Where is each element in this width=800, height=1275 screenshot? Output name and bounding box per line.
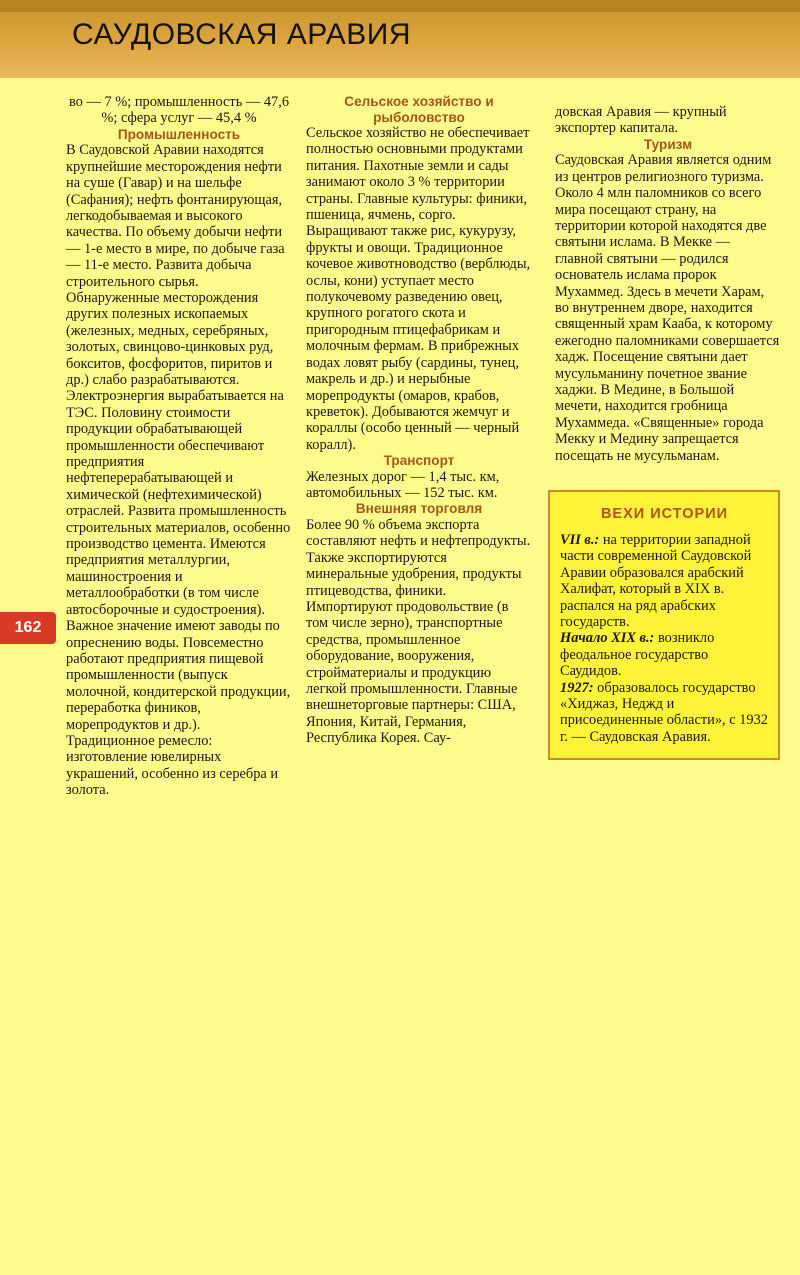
industry-heading: Промышленность — [117, 126, 241, 142]
history-box — [548, 490, 780, 760]
column-3 — [555, 104, 781, 464]
column-2 — [306, 94, 532, 747]
trade-text: Более 90 % объема экспорта составляют нефть и нефтепродукты. Также экспортируются минеральные удобрения, продукты птицеводства, финики. Импортируют продовольствие (в том числе зерно), транспортные средства, промышленное оборудование, вооружения, стройматериалы и продукцию легкой промышленности. Главные внешнеторговые партнеры: США, Япония, Китай, Германия, Республика Корея. Сау- — [306, 516, 531, 747]
page-title: САУДОВСКАЯ АРАВИЯ — [72, 18, 411, 51]
history-item-text: возникло феодальное государство Саудидов. — [560, 630, 715, 680]
industry-text: В Саудовской Аравии находятся крупнейшие месторождения нефти на суше (Гавар) и на шельфе (Сафания); нефть фонтанирующая, легкодобываемая и высокого качества. По объему добычи нефти — 1-е место в мире, по добыче газа — 11-е место. Развита добыча строительного сырья. Обнаруженные месторождения других полезных ископаемых (железных, медных, серебряных, золотых, свинцово-цинковых руд, бокситов, фосфоритов, пиритов и др.) слабо разрабатываются. Электроэнергия вырабатывается на ТЭС. Половину стоимости продукции обрабатывающей промышленности обеспечивают предприятия нефтеперерабатывающей и химической (нефтехимической) отраслей. Развита промышленность строительных материалов, особенно производство цемента. Имеются предприятия металлургии, машиностроения и металлообработки (в том числе автосборочные и судостроения). Важное значение имеют заводы по опреснению воды. Повсеместно работают предприятия пищевой промышленности (выпуск молочной, кондитерской продукции, переработка фиников, морепродуктов и др.). Традиционное ремесло: изготовление ювелирных украшений, особенно из серебра и золота. — [66, 142, 291, 799]
history-item — [560, 532, 769, 630]
trade-heading: Внешняя торговля — [355, 501, 483, 517]
history-item-label: 1927: — [560, 679, 594, 696]
header-top-bar — [0, 0, 800, 12]
history-item-text: на территории западной части современной Саудовской Аравии образовался арабский Халифат, который в XIX в. распался на ряд арабских государств. — [560, 532, 752, 631]
economy-structure-text: во — 7 %; промышленность — 47,6 %; сфера услуг — 45,4 % — [68, 94, 290, 127]
history-title: ВЕХИ ИСТОРИИ — [600, 506, 729, 522]
page-header — [0, 0, 800, 78]
history-item-label: Начало XIX в.: — [560, 630, 655, 647]
agriculture-heading: Сельское хозяйство и рыболовство — [344, 94, 494, 125]
history-item — [560, 630, 769, 679]
column-1 — [66, 94, 292, 799]
history-item-text: образовалось государство «Хиджаз, Неджд и присоединенные области», с 1932 г. — Саудовская Аравия. — [560, 679, 768, 745]
tourism-text: Саудовская Аравия является одним из центров религиозного туризма. Около 4 млн паломников со всего мира посещают страну, на территории которой находятся две святыни ислама. В Мекке — главной святыни — родился основатель ислама пророк Мухаммед. Здесь в мечети Харам, во внутреннем дворе, находится священный храм Кааба, к которому ежегодно паломниками совершается хадж. Посещение святыни дает мусульманину почетное звание хаджи. В Медине, в Большой мечети, находится гробница Мухаммеда. «Священные» города Мекку и Медину запрещается посещать не мусульманам. — [555, 152, 780, 464]
tourism-heading: Туризм — [643, 136, 693, 152]
history-item — [560, 680, 769, 746]
transport-heading: Транспорт — [383, 453, 455, 469]
agriculture-text: Сельское хозяйство не обеспечивает полностью основными продуктами питания. Пахотные земли и сады занимают около 3 % территории страны. Главные культуры: финики, пшеница, ячмень, сорго. Выращивают также рис, кукурузу, фрукты и овощи. Традиционное кочевое животноводство (верблюды, ослы, кони) уступает место полукочевому разведению овец, крупного рогатого скота и пригородным птицефабрикам и молочным фермам. В прибрежных водах ловят рыбу (сардины, тунец, макрель и др.) и нерыбные морепродукты (омаров, крабов, креветок). Добываются жемчуг и кораллы (особо ценный — черный коралл). — [306, 125, 531, 453]
trade-continuation-text: довская Аравия — крупный экспортер капитала. — [555, 104, 727, 137]
history-item-label: VII в.: — [560, 532, 600, 548]
transport-text: Железных дорог — 1,4 тыс. км, автомобильных — 152 тыс. км. — [306, 468, 500, 502]
page-number-badge: 162 — [0, 612, 56, 644]
